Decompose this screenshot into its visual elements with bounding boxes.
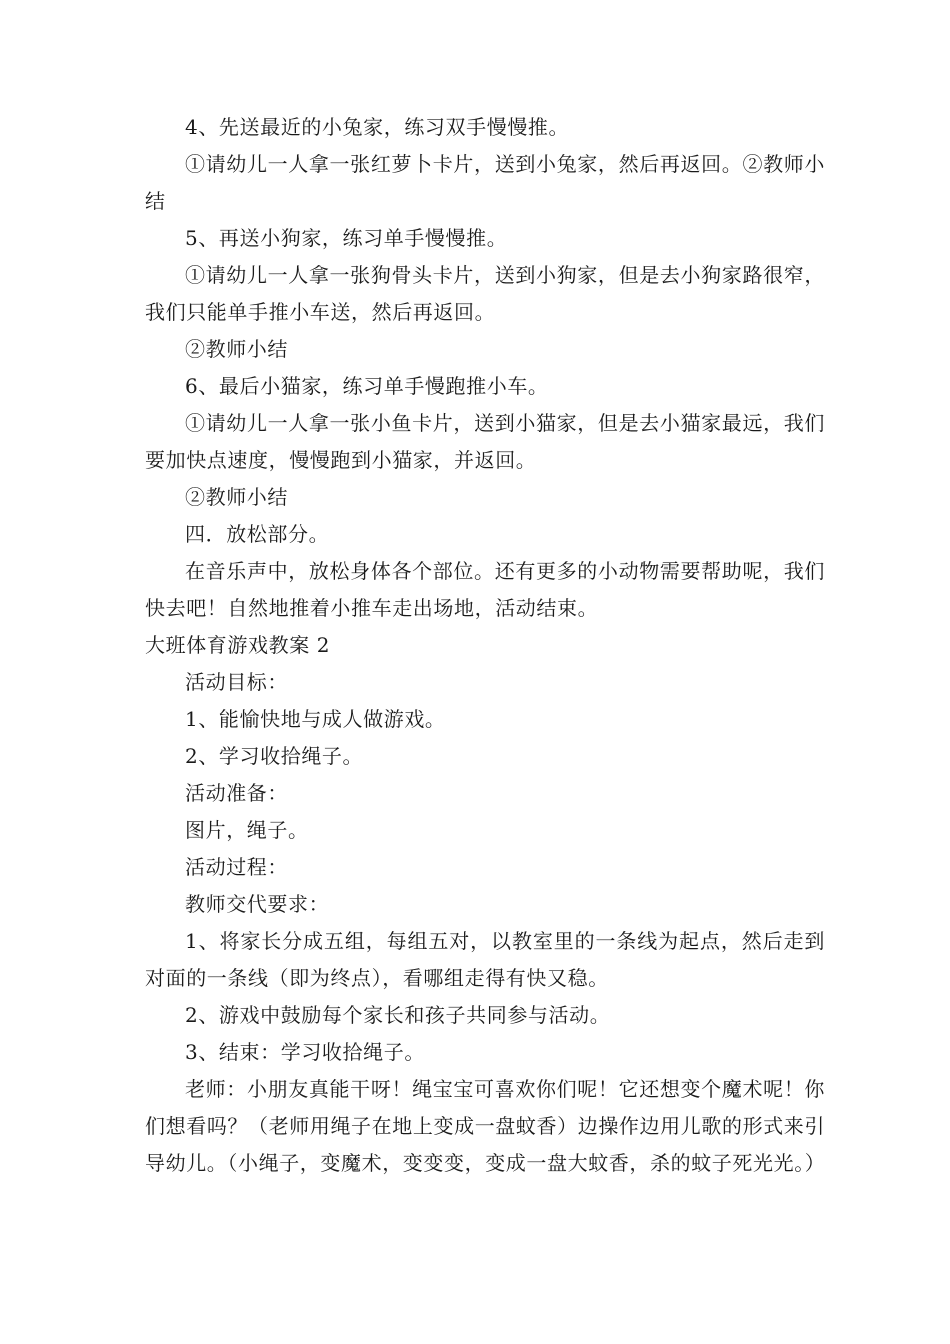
goal-item-1: 1、能愉快地与成人做游戏。: [185, 707, 446, 731]
preparation-materials: 图片，绳子。: [185, 818, 309, 842]
heading-activity-goals: 活动目标：: [185, 670, 288, 694]
heading-activity-process: 活动过程：: [185, 855, 288, 879]
heading-activity-preparation: 活动准备：: [185, 781, 288, 805]
paragraph-relax-detail: 在音乐声中，放松身体各个部位。还有更多的小动物需要帮助呢，我们快去吧！自然地推着小推车走出场地，活动结束。: [145, 559, 825, 620]
paragraph-step-6: 6、最后小猫家，练习单手慢跑推小车。: [185, 374, 549, 398]
lesson-plan-title: 大班体育游戏教案 2: [145, 633, 331, 657]
document-body: [145, 109, 825, 1182]
requirement-item-1: 1、将家长分成五组，每组五对，以教室里的一条线为起点，然后走到对面的一条线（即为终点），看哪组走得有快又稳。: [145, 929, 825, 990]
heading-teacher-requirements: 教师交代要求：: [185, 892, 330, 916]
goal-item-2: 2、学习收拾绳子。: [185, 744, 364, 768]
requirement-item-2: 2、游戏中鼓励每个家长和孩子共同参与活动。: [185, 1003, 611, 1027]
paragraph-step-5-detail: ①请幼儿一人拿一张狗骨头卡片，送到小狗家，但是去小狗家路很窄，我们只能单手推小车送，然后再返回。: [145, 263, 825, 324]
section-heading-relax: 四．放松部分。: [185, 522, 330, 546]
paragraph-teacher-dialogue: 老师：小朋友真能干呀！绳宝宝可喜欢你们呢！它还想变个魔术呢！你们想看吗？（老师用绳子在地上变成一盘蚊香）边操作边用儿歌的形式来引导幼儿。（小绳子，变魔术，变变变，变成一盘大蚊香，杀的蚊子死光光。）: [145, 1077, 826, 1175]
paragraph-step-5-summary: ②教师小结: [185, 337, 288, 361]
requirement-item-3: 3、结束：学习收拾绳子。: [185, 1040, 425, 1064]
paragraph-step-5: 5、再送小狗家，练习单手慢慢推。: [185, 226, 508, 250]
paragraph-step-4: 4、先送最近的小兔家，练习双手慢慢推。: [185, 115, 570, 139]
paragraph-step-4-detail: ①请幼儿一人拿一张红萝卜卡片，送到小兔家，然后再返回。②教师小结: [145, 152, 825, 213]
paragraph-step-6-detail: ①请幼儿一人拿一张小鱼卡片，送到小猫家，但是去小猫家最远，我们要加快点速度，慢慢跑到小猫家，并返回。: [145, 411, 825, 472]
paragraph-step-6-summary: ②教师小结: [185, 485, 288, 509]
